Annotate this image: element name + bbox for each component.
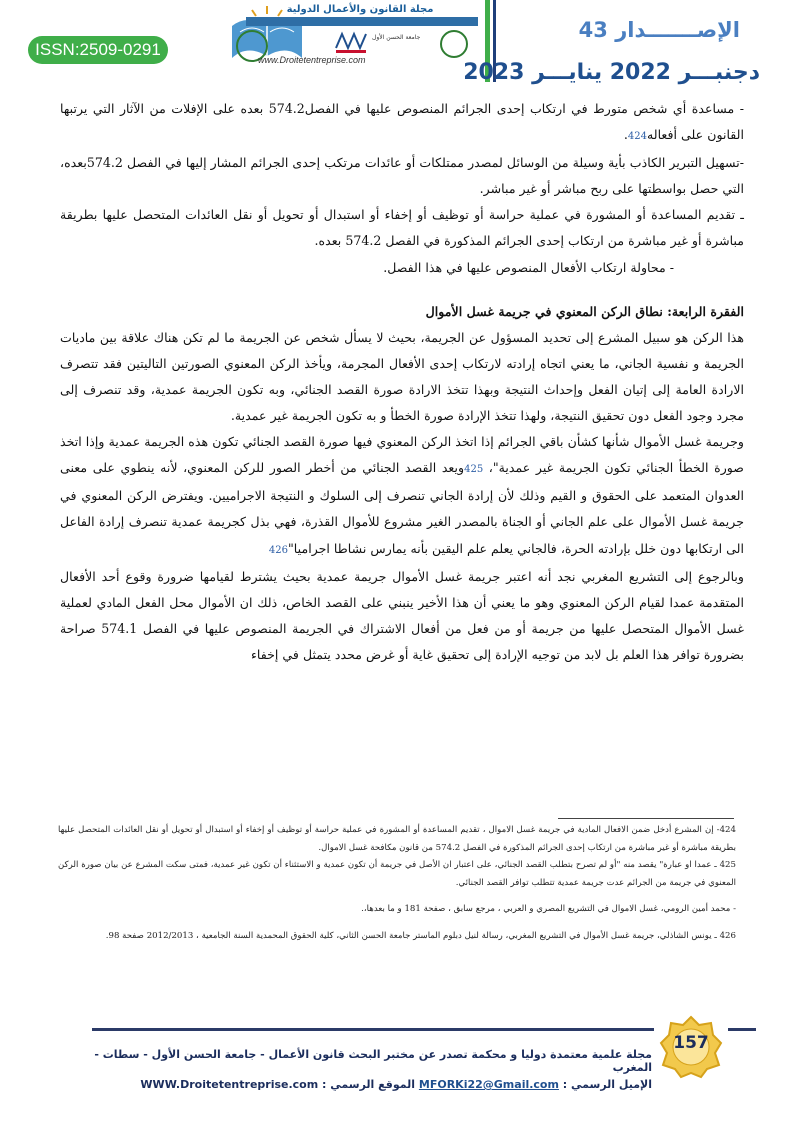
paragraph [60,96,744,150]
footnote-ref[interactable]: 425 [464,464,484,476]
footnote: - محمد أمين الرومي، غسل الاموال في التشريع المصري و العربي ، مرجع سابق ، صفحة 181 و ما بعدها،. [361,904,736,914]
spacer [58,919,736,928]
footer-journal-info: مجلة علمية معتمدة دوليا و محكمة تصدر عن مختبر البحث قانون الأعمال - جامعة الحسن الأول - سطات - المغرب [94,1048,652,1074]
footer-rule [728,1028,756,1031]
section-heading: الفقرة الرابعة: نطاق الركن المعنوي في جريمة غسل الأموال [425,303,744,319]
footnote: 424- إن المشرع أدخل ضمن الافعال المادية في جريمة غسل الاموال ، تقديم المساعدة أو المشورة في عملية حراسة أو توظيف أو إخفاء أو استبدال أو تحويل أو نقل العائدات المتحصل عليها بطريقة مباشرة أو غير مباشرة من ارتكاب إحدى الجرائم المذكورة في الفصل 574.2 من قانون مكافحة غسل الاموال. [58,825,736,853]
paragraph: ـ تقديم المساعدة أو المشورة في عملية حراسة أو توظيف أو إخفاء أو استبدال أو تحويل أو نقل العائدات المتحصل عليها بطريقة مباشرة أو غير مباشرة من ارتكاب إحدى الجرائم المذكورة في الفصل 574.2 بعده. [60,207,745,249]
university-name: جامعة الحسن الأول [372,34,421,41]
issue-date: دجنبـــر 2022 ينايـــر 2023 [463,60,760,85]
spacer [60,281,744,299]
footer-contact [92,1078,652,1091]
paragraph-text: . [623,127,628,143]
issn-badge: ISSN:2509-0291 [28,36,168,64]
spacer [58,892,736,901]
article-body [60,96,744,668]
lab-seal-icon [440,30,468,58]
list-item: - محاولة ارتكاب الأفعال المنصوص عليها في هذا الفصل. [383,259,674,275]
paragraph: وبالرجوع إلى التشريع المغربي نجد أنه اعتبر جريمة غسل الأموال جريمة عمدية بحيث يشترط لقيامها ضرورة وقوع أحد الأفعال المتقدمة عمدا لقيام الركن المعنوي وهو ما يعني أن هذا الأخير ينبني على القصد الخاص، ذلك ان الأموال محل الفعل المادي لعملية غسل الأموال المتحصل عليها من جريمة أو من فعل من أفعال الاشتراك في الجريمة المنصوص عليها في الفصل 574.1 صراحة بضرورة توافر هذا العلم بل لابد من توجيه الإرادة إلى تحقيق غاية أو غرض محدد يتمثل في إخفاء [60,568,745,662]
email-link[interactable]: MFORKi22@Gmail.com [418,1078,559,1091]
website-link[interactable]: WWW.Droitetentreprise.com [140,1078,319,1091]
footnote-ref[interactable]: 426 [268,544,289,556]
footnote: 426 ـ يونس الشاذلي، جريمة غسل الأموال في التشريع المغربي، رسالة لنيل دبلوم الماستر جامعة الحسن الثاني، كلية الحقوق المحمدية السنة الجامعية ، 2012/2013 صفحة 98. [105,930,736,941]
header-website: www.Droitetentreprise.com [258,55,366,65]
journal-name: مجلة القانون والأعمال الدولية [286,4,434,15]
footnote: 425 ـ عمدا او عبارة" يقصد منه "أو لم تصرح بتطلب القصد الجنائي، على اعتبار ان الأصل في جريمة أن تكون عمدية و الاستثناء أن تكون غير عمدية، فمتى سكت المشرع عن بيان صورة الركن المعنوي في جريمة من الجرائم عدت جريمة عمدية تتطلب توافر القصد الجنائي. [58,860,736,888]
paragraph-text: - مساعدة أي شخص متورط في ارتكاب إحدى الجرائم المنصوص عليها في الفصل574.2 بعده على الإفلات من الآثار التي يرتبها القانون على أفعاله [60,101,744,143]
email-label: الإميل الرسمي : [558,1078,652,1091]
footer-rule [92,1028,654,1031]
page-number: 157 [673,1033,709,1053]
paragraph-text: وجريمة غسل الأموال شأنها كشأن باقي الجرائم إذا اتخذ الركن المعنوي فيها صورة القصد الجنائي تكون هذه الجريمة عمدية وإذا اتخذ صورة الخطأ الجنائي تكون الجريمة غير عمدية"، [60,434,744,476]
issue-number: الإصـــــــدار 43 [578,18,740,42]
paragraph-text: ويعد القصد الجنائي من أخطر الصور للركن المعنوي، لأنه ينطوي على معنى العدوان المتعمد على الحقوق و القيم وذلك لأن إرادة الجاني تنصرف إلى السلوك و النتيجة الاجراميين. ويفترض الركن المعنوي في جريمة غسل الأموال على علم الجاني أو الجناة بالمصدر الغير مشروع للأموال القذرة، فهي بذل كجريمة عمدية تنصرف إرادة الفاعل الى ارتكابها دون خلل بإرادته الحرة، فالجاني يعلم علم اليقين بأنه يمارس نشاطا اجراميا" [60,460,744,556]
university-logo-icon [334,28,368,56]
website-label: الموقع الرسمي : [318,1078,416,1091]
footnote-ref[interactable]: 424 [627,131,647,143]
footnote-separator [558,818,734,819]
paragraph: -تسهيل التبرير الكاذب بأية وسيلة من الوسائل لمصدر ممتلكات أو عائدات مرتكب إحدى الجرائم المشار إليها في الفصل 574.2بعده، التي حصل بواسطتها على ربح مباشر أو غير مباشر. [60,155,744,197]
paragraph: هذا الركن هو سبيل المشرع إلى تحديد المسؤول عن الجريمة، بحيث لا يسأل شخص عن الجريمة ما لم تكن هناك علاقة بين ماديات الجريمة و نفسية الجاني، ما يعني اتجاه إرادته لارتكاب إحدى الأفعال المجرمة، ويأخذ الركن المعنوي الصورتين التاليتين فقد تتصرف الارادة العامة إلى إتيان الفعل وإحداث النتيجة وبهذا تتخذ الارادة صورة القصد الجنائي، وبه تكون الجريمة عمدية، وقد تنصرف إلى مجرد وجود الفعل دون تحقيق النتيجة، ولهذا تتخذ الإرادة صورة الخطأ و به تكون الجريمة غير عمدية. [60,329,744,424]
paragraph [60,429,744,563]
footnotes [58,822,736,945]
journal-subtitle-band [246,17,478,26]
